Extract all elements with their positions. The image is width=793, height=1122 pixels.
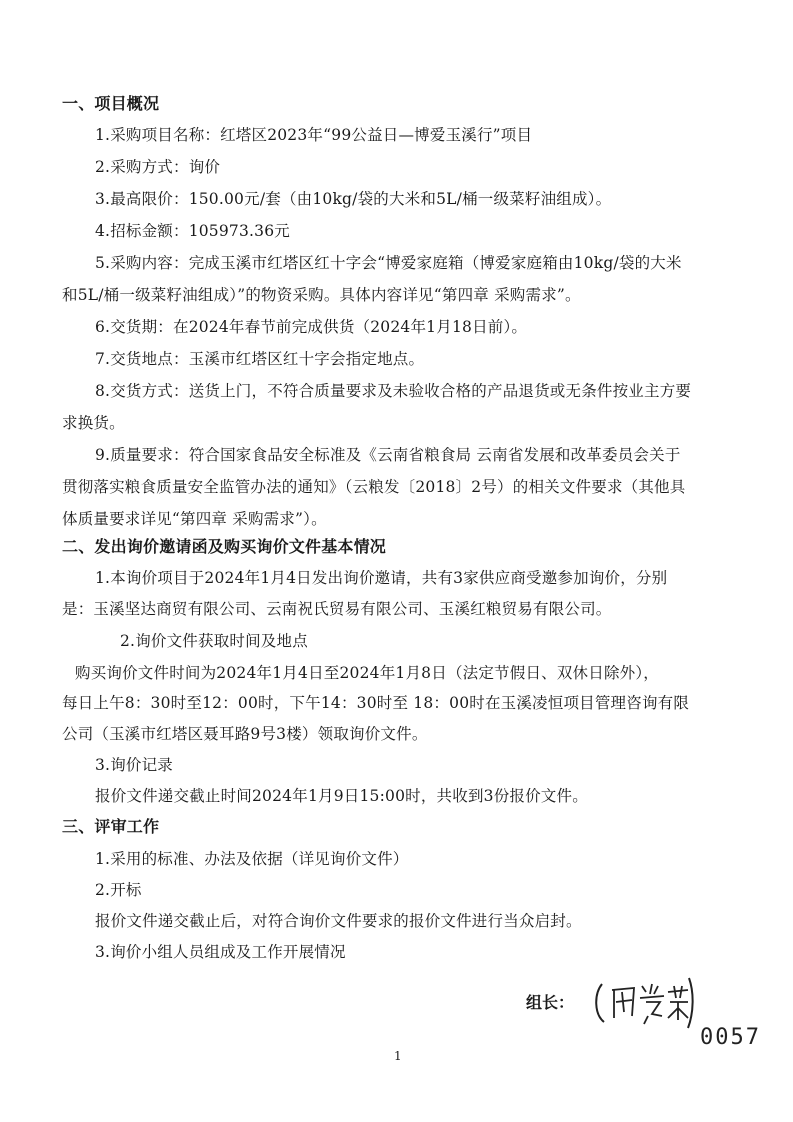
section-1-item-5: 5.采购内容：完成玉溪市红塔区红十字会“博爱家庭箱（博爱家庭箱由10kg/袋的大米 (95, 254, 682, 272)
section-1-item-8: 8.交货方式：送货上门，不符合质量要求及未验收合格的产品退货或无条件按业主方要 (95, 382, 692, 400)
section-1-item-4: 4.招标金额：105973.36元 (95, 222, 291, 240)
section-3-heading: 三、评审工作 (62, 817, 160, 836)
section-1-item-9-cont1: 贯彻落实粮食质量安全监管办法的通知》（云粮发〔2018〕2号）的相关文件要求（其他具 (62, 478, 686, 496)
section-1-item-9-cont2: 体质量要求详见“第四章 采购需求”）。 (62, 510, 327, 528)
section-2-item-3-text: 报价文件递交截止时间2024年1月9日15:00时，共收到3份报价文件。 (95, 787, 588, 805)
section-1-item-1: 1.采购项目名称：红塔区2023年“99公益日—博爱玉溪行”项目 (95, 126, 533, 144)
section-2-item-1-cont: 是：玉溪坚达商贸有限公司、云南祝氏贸易有限公司、玉溪红粮贸易有限公司。 (62, 600, 612, 618)
section-2-item-2-text1: 购买询价文件时间为2024年1月4日至2024年1月8日（法定节假日、双休日除外）， (75, 664, 659, 682)
section-3-item-3: 3.询价小组人员组成及工作开展情况 (95, 943, 346, 961)
section-1-heading: 一、项目概况 (62, 94, 160, 113)
section-1-item-2: 2.采购方式：询价 (95, 158, 221, 176)
section-1-item-9: 9.质量要求：符合国家食品安全标准及《云南省粮食局 云南省发展和改革委员会关于 (95, 446, 681, 464)
section-1-item-7: 7.交货地点：玉溪市红塔区红十字会指定地点。 (95, 350, 425, 368)
section-3-item-2-text: 报价文件递交截止后，对符合询价文件要求的报价文件进行当众启封。 (95, 912, 582, 930)
page-number: 1 (394, 1049, 402, 1063)
section-1-item-6: 6.交货期：在2024年春节前完成供货（2024年1月18日前）。 (95, 318, 528, 336)
section-2-item-1: 1.本询价项目于2024年1月4日发出询价邀请，共有3家供应商受邀参加询价，分别 (95, 569, 668, 587)
section-2-item-3: 3.询价记录 (95, 756, 173, 774)
section-1-item-5-cont: 和5L/桶一级菜籽油组成）”的物资采购。具体内容详见“第四章 采购需求”。 (62, 286, 581, 304)
section-3-item-2: 2.开标 (95, 881, 142, 899)
section-1-item-3: 3.最高限价：150.00元/套（由10kg/袋的大米和5L/桶一级菜籽油组成）。 (95, 190, 612, 208)
page-stamp-number: 0057 (700, 1025, 761, 1050)
handwritten-signature (590, 972, 695, 1032)
section-2-heading: 二、发出询价邀请函及购买询价文件基本情况 (62, 537, 387, 556)
section-2-item-2-text2: 每日上午8：30时至12：00时，下午14：30时至 18：00时在玉溪凌恒项目管理咨询有限 (62, 694, 690, 712)
section-1-item-8-cont: 求换货。 (62, 414, 125, 432)
section-2-item-2: 2.询价文件获取时间及地点 (120, 632, 308, 650)
section-2-item-2-text3: 公司（玉溪市红塔区聂耳路9号3楼）领取询价文件。 (62, 725, 428, 743)
signature-label: 组长： (526, 993, 575, 1012)
section-3-item-1: 1.采用的标准、办法及依据（详见询价文件） (95, 850, 409, 868)
